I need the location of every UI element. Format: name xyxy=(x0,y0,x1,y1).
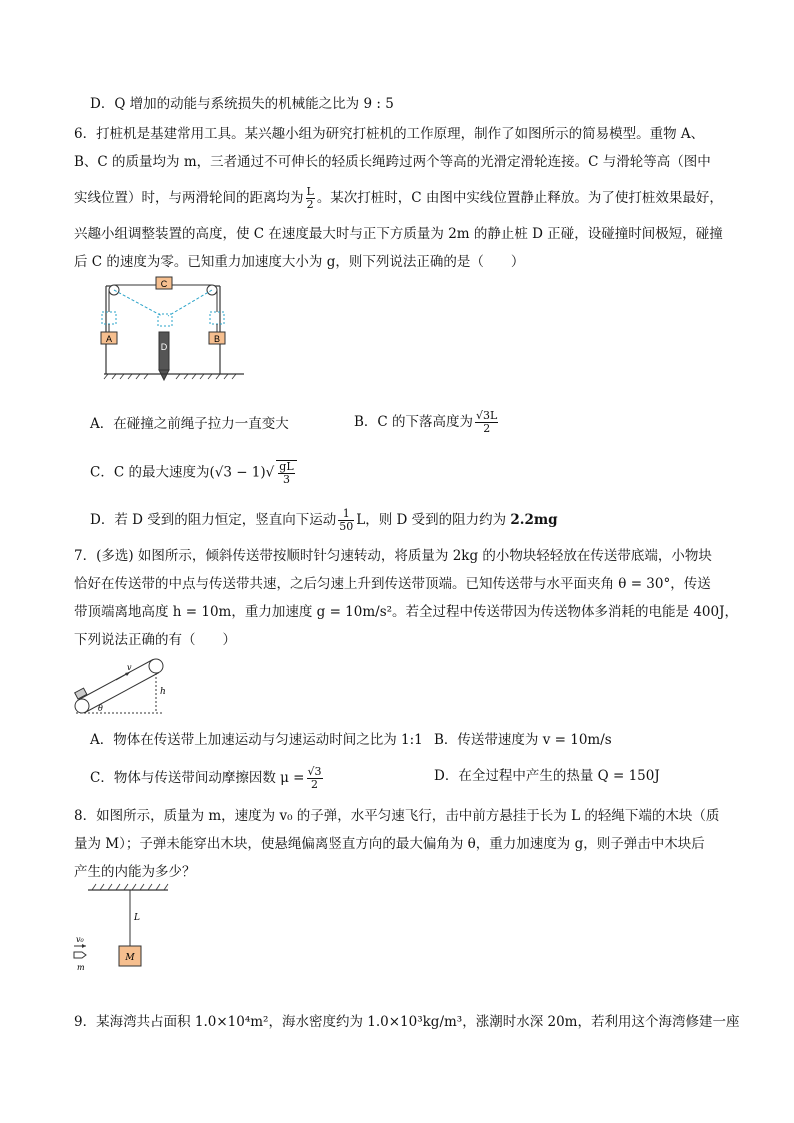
q6-stem-line4: 兴趣小组调整装置的高度，使 C 在速度最大时与正下方质量为 2m 的静止桩 D 正碰，设碰撞时间极短，碰撞 xyxy=(74,226,723,242)
q8-stem-line3: 产生的内能为多少？ xyxy=(74,864,196,880)
svg-text:θ: θ xyxy=(98,704,103,713)
svg-text:D: D xyxy=(160,342,168,352)
q7-stem-line1: 7．(多选) 如图所示，倾斜传送带按顺时针匀速转动，将质量为 2kg 的小物块轻轻放在传送带底端，小物块 xyxy=(74,548,712,564)
q8-pendulum-figure xyxy=(72,882,182,978)
svg-text:M: M xyxy=(125,953,135,963)
svg-text:v: v xyxy=(127,663,132,672)
q7-conveyor-figure xyxy=(72,654,172,720)
svg-text:h: h xyxy=(160,687,166,697)
svg-text:A: A xyxy=(105,334,113,344)
q6-stem-line1: 6．打桩机是基建常用工具。某兴趣小组为研究打桩机的工作原理，制作了如图所示的简易模型。重物 A、 xyxy=(74,126,705,142)
q7-stem-line4: 下列说法正确的有（ ） xyxy=(74,632,236,648)
q6-stem-line5: 后 C 的速度为零。已知重力加速度大小为 g，则下列说法正确的是（ ） xyxy=(74,254,525,270)
q7-stem-line2: 恰好在传送带的中点与传送带共速，之后匀速上升到传送带顶端。已知传送带与水平面夹角 θ = 30°，传送 xyxy=(74,576,711,592)
q7-option-b[interactable]: B．传送带速度为 v = 10m/s xyxy=(434,732,612,748)
q7-option-d[interactable]: D．在全过程中产生的热量 Q = 150J xyxy=(434,768,660,784)
q7-option-c[interactable]: C．物体与传送带间动摩擦因数 μ = $\frac{√3}{2}$ xyxy=(90,765,322,791)
q6-option-c[interactable]: C．C 的最大速度为(√3 − 1)√ $\frac{gL}{3}$ xyxy=(90,460,299,486)
q6-stem-line3 xyxy=(74,186,723,211)
svg-text:B: B xyxy=(213,334,221,344)
q7-stem-line3: 带顶端离地高度 h = 10m，重力加速度 g = 10m/s²。若全过程中传送带因为传送物体多消耗的电能是 400J， xyxy=(74,604,739,620)
q6-stem-line3-b: 。某次打桩时，C 由图中实线位置静止释放。为了使打桩效果最好， xyxy=(316,190,723,206)
svg-text:m: m xyxy=(77,963,85,972)
q6-fraction-l-over-2: $\frac{L}{2}$ xyxy=(306,185,314,211)
q7-option-a[interactable]: A．物体在传送带上加速运动与匀速运动时间之比为 1:1 xyxy=(90,732,423,748)
q6-option-d[interactable]: D．若 D 受到的阻力恒定，竖直向下运动 $\frac{1}{50}$ L，则 D 受到的阻力约为 2.2mg xyxy=(90,507,558,533)
svg-text:v₀: v₀ xyxy=(76,935,84,944)
svg-text:L: L xyxy=(134,913,140,923)
q6-option-b[interactable]: B．C 的下落高度为 $\frac{√3L}{2}$ xyxy=(354,409,498,435)
q6-pile-driver-figure xyxy=(96,274,246,394)
q6-option-a[interactable]: A．在碰撞之前绳子拉力一直变大 xyxy=(90,416,289,432)
q9-stem-line1: 9．某海湾共占面积 1.0×10⁴m²，海水密度约为 1.0×10³kg/m³，涨潮时水深 20m，若利用这个海湾修建一座 xyxy=(74,1014,740,1030)
svg-text:C: C xyxy=(160,279,168,289)
q8-stem-line1: 8．如图所示，质量为 m，速度为 v₀ 的子弹，水平匀速飞行，击中前方悬挂于长为 L 的轻绳下端的木块（质 xyxy=(74,808,720,824)
q6-stem-line3-a: 实线位置）时，与两滑轮间的距离均为 xyxy=(74,190,304,206)
q6-stem-line2: B、C 的质量均为 m，三者通过不可伸长的轻质长绳跨过两个等高的光滑定滑轮连接。C 与滑轮等高（图中 xyxy=(74,154,711,170)
q5-option-d: D．Q 增加的动能与系统损失的机械能之比为 9 : 5 xyxy=(90,96,394,112)
q8-stem-line2: 量为 M）；子弹未能穿出木块，使悬绳偏离竖直方向的最大偏角为 θ，重力加速度为 g，则子弹击中木块后 xyxy=(74,836,705,852)
